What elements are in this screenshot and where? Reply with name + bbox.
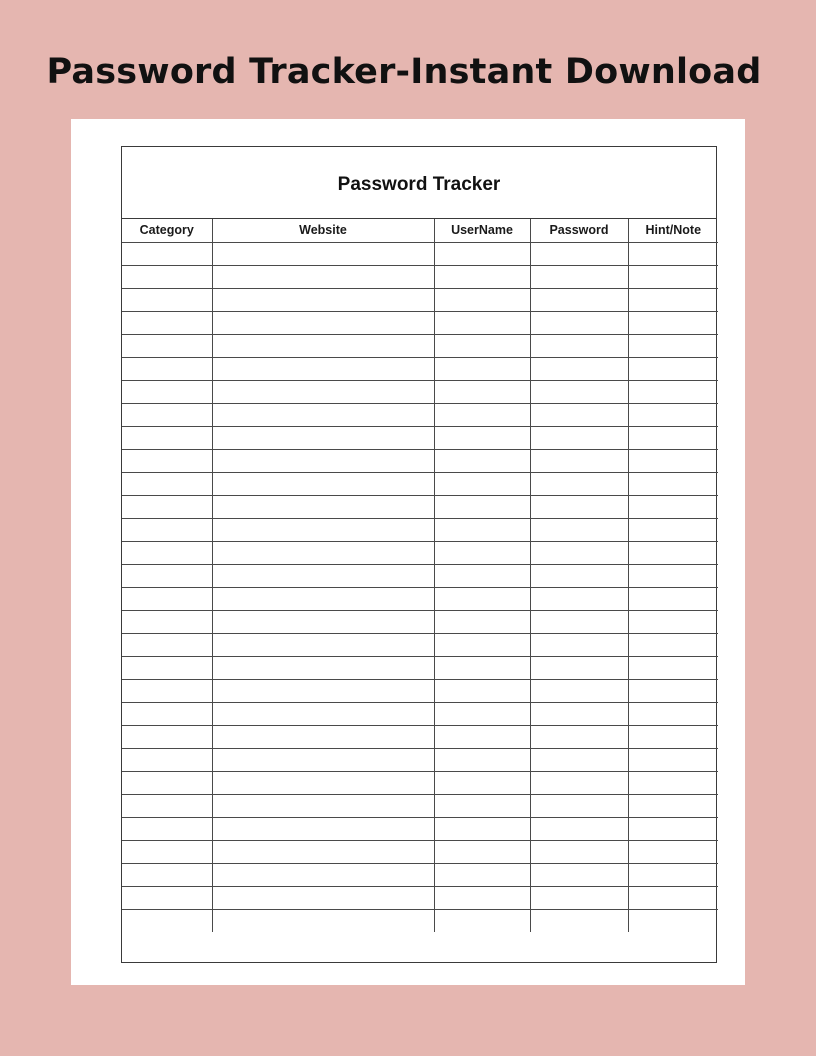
username-cell[interactable] <box>434 633 530 656</box>
column-header-username: UserName <box>434 219 530 242</box>
username-cell[interactable] <box>434 817 530 840</box>
table-row <box>122 495 718 518</box>
category-cell[interactable] <box>122 702 212 725</box>
password-cell[interactable] <box>530 679 628 702</box>
password-cell[interactable] <box>530 656 628 679</box>
password-cell[interactable] <box>530 518 628 541</box>
password-cell[interactable] <box>530 288 628 311</box>
password-cell[interactable] <box>530 311 628 334</box>
username-cell[interactable] <box>434 909 530 932</box>
hint-note-cell[interactable] <box>628 610 718 633</box>
table-row <box>122 748 718 771</box>
table-row <box>122 449 718 472</box>
table-row <box>122 794 718 817</box>
hint-note-cell[interactable] <box>628 679 718 702</box>
website-cell[interactable] <box>212 495 434 518</box>
website-cell[interactable] <box>212 702 434 725</box>
table-row <box>122 518 718 541</box>
password-cell[interactable] <box>530 426 628 449</box>
website-cell[interactable] <box>212 472 434 495</box>
hint-note-cell[interactable] <box>628 564 718 587</box>
website-cell[interactable] <box>212 725 434 748</box>
website-cell[interactable] <box>212 449 434 472</box>
hint-note-cell[interactable] <box>628 771 718 794</box>
table-row <box>122 817 718 840</box>
hint-note-cell[interactable] <box>628 633 718 656</box>
banner-title: Password Tracker-Instant Download <box>46 52 762 92</box>
website-cell[interactable] <box>212 863 434 886</box>
hint-note-cell[interactable] <box>628 656 718 679</box>
category-cell[interactable] <box>122 518 212 541</box>
hint-note-cell[interactable] <box>628 518 718 541</box>
hint-note-cell[interactable] <box>628 541 718 564</box>
table-row <box>122 702 718 725</box>
website-cell[interactable] <box>212 656 434 679</box>
password-cell[interactable] <box>530 771 628 794</box>
category-cell[interactable] <box>122 587 212 610</box>
category-cell[interactable] <box>122 725 212 748</box>
hint-note-cell[interactable] <box>628 403 718 426</box>
category-cell[interactable] <box>122 817 212 840</box>
category-cell[interactable] <box>122 426 212 449</box>
hint-note-cell[interactable] <box>628 472 718 495</box>
table-row <box>122 472 718 495</box>
username-cell[interactable] <box>434 541 530 564</box>
hint-note-cell[interactable] <box>628 725 718 748</box>
username-cell[interactable] <box>434 357 530 380</box>
username-cell[interactable] <box>434 587 530 610</box>
table-row <box>122 725 718 748</box>
username-cell[interactable] <box>434 863 530 886</box>
username-cell[interactable] <box>434 242 530 265</box>
username-cell[interactable] <box>434 265 530 288</box>
password-cell[interactable] <box>530 541 628 564</box>
category-cell[interactable] <box>122 794 212 817</box>
website-cell[interactable] <box>212 426 434 449</box>
website-cell[interactable] <box>212 541 434 564</box>
website-cell[interactable] <box>212 518 434 541</box>
username-cell[interactable] <box>434 610 530 633</box>
hint-note-cell[interactable] <box>628 794 718 817</box>
website-cell[interactable] <box>212 610 434 633</box>
hint-note-cell[interactable] <box>628 449 718 472</box>
hint-note-cell[interactable] <box>628 265 718 288</box>
password-tracker-form <box>121 146 717 963</box>
website-cell[interactable] <box>212 771 434 794</box>
username-cell[interactable] <box>434 748 530 771</box>
password-cell[interactable] <box>530 265 628 288</box>
hint-note-cell[interactable] <box>628 863 718 886</box>
username-cell[interactable] <box>434 426 530 449</box>
website-cell[interactable] <box>212 909 434 932</box>
table-row <box>122 587 718 610</box>
tracker-title: Password Tracker <box>122 147 716 219</box>
username-cell[interactable] <box>434 472 530 495</box>
table-row <box>122 403 718 426</box>
category-cell[interactable] <box>122 840 212 863</box>
printable-sheet <box>71 119 745 985</box>
category-cell[interactable] <box>122 886 212 909</box>
website-cell[interactable] <box>212 587 434 610</box>
table-header-row <box>122 219 718 242</box>
category-cell[interactable] <box>122 242 212 265</box>
website-cell[interactable] <box>212 242 434 265</box>
password-cell[interactable] <box>530 817 628 840</box>
password-cell[interactable] <box>530 564 628 587</box>
hint-note-cell[interactable] <box>628 748 718 771</box>
table-row <box>122 771 718 794</box>
password-cell[interactable] <box>530 472 628 495</box>
column-header-password: Password <box>530 219 628 242</box>
category-cell[interactable] <box>122 288 212 311</box>
password-cell[interactable] <box>530 725 628 748</box>
website-cell[interactable] <box>212 311 434 334</box>
username-cell[interactable] <box>434 886 530 909</box>
category-cell[interactable] <box>122 265 212 288</box>
hint-note-cell[interactable] <box>628 242 718 265</box>
hint-note-cell[interactable] <box>628 426 718 449</box>
username-cell[interactable] <box>434 679 530 702</box>
hint-note-cell[interactable] <box>628 702 718 725</box>
hint-note-cell[interactable] <box>628 334 718 357</box>
website-cell[interactable] <box>212 357 434 380</box>
website-cell[interactable] <box>212 748 434 771</box>
hint-note-cell[interactable] <box>628 886 718 909</box>
column-header-website: Website <box>212 219 434 242</box>
table-row <box>122 656 718 679</box>
table-row <box>122 426 718 449</box>
category-cell[interactable] <box>122 863 212 886</box>
username-cell[interactable] <box>434 840 530 863</box>
website-cell[interactable] <box>212 334 434 357</box>
username-cell[interactable] <box>434 656 530 679</box>
hint-note-cell[interactable] <box>628 357 718 380</box>
username-cell[interactable] <box>434 725 530 748</box>
category-cell[interactable] <box>122 495 212 518</box>
password-cell[interactable] <box>530 587 628 610</box>
password-cell[interactable] <box>530 886 628 909</box>
password-cell[interactable] <box>530 863 628 886</box>
username-cell[interactable] <box>434 495 530 518</box>
table-row <box>122 334 718 357</box>
username-cell[interactable] <box>434 380 530 403</box>
password-table <box>122 219 718 932</box>
username-cell[interactable] <box>434 403 530 426</box>
password-cell[interactable] <box>530 357 628 380</box>
category-cell[interactable] <box>122 610 212 633</box>
hint-note-cell[interactable] <box>628 817 718 840</box>
website-cell[interactable] <box>212 794 434 817</box>
password-cell[interactable] <box>530 748 628 771</box>
username-cell[interactable] <box>434 334 530 357</box>
category-cell[interactable] <box>122 748 212 771</box>
hint-note-cell[interactable] <box>628 495 718 518</box>
table-row <box>122 610 718 633</box>
table-row <box>122 863 718 886</box>
website-cell[interactable] <box>212 265 434 288</box>
hint-note-cell[interactable] <box>628 311 718 334</box>
table-row <box>122 288 718 311</box>
category-cell[interactable] <box>122 380 212 403</box>
password-cell[interactable] <box>530 242 628 265</box>
password-cell[interactable] <box>530 334 628 357</box>
category-cell[interactable] <box>122 449 212 472</box>
table-row <box>122 357 718 380</box>
password-cell[interactable] <box>530 633 628 656</box>
website-cell[interactable] <box>212 817 434 840</box>
table-row <box>122 564 718 587</box>
table-row <box>122 311 718 334</box>
category-cell[interactable] <box>122 909 212 932</box>
table-row <box>122 380 718 403</box>
category-cell[interactable] <box>122 403 212 426</box>
category-cell[interactable] <box>122 564 212 587</box>
website-cell[interactable] <box>212 840 434 863</box>
website-cell[interactable] <box>212 886 434 909</box>
username-cell[interactable] <box>434 288 530 311</box>
hint-note-cell[interactable] <box>628 840 718 863</box>
password-cell[interactable] <box>530 610 628 633</box>
username-cell[interactable] <box>434 564 530 587</box>
category-cell[interactable] <box>122 357 212 380</box>
category-cell[interactable] <box>122 311 212 334</box>
password-cell[interactable] <box>530 702 628 725</box>
username-cell[interactable] <box>434 702 530 725</box>
table-row <box>122 679 718 702</box>
username-cell[interactable] <box>434 771 530 794</box>
password-cell[interactable] <box>530 495 628 518</box>
category-cell[interactable] <box>122 679 212 702</box>
category-cell[interactable] <box>122 472 212 495</box>
table-row <box>122 909 718 932</box>
website-cell[interactable] <box>212 679 434 702</box>
password-cell[interactable] <box>530 840 628 863</box>
table-row <box>122 541 718 564</box>
password-cell[interactable] <box>530 794 628 817</box>
username-cell[interactable] <box>434 449 530 472</box>
username-cell[interactable] <box>434 518 530 541</box>
category-cell[interactable] <box>122 656 212 679</box>
password-cell[interactable] <box>530 449 628 472</box>
website-cell[interactable] <box>212 403 434 426</box>
table-row <box>122 265 718 288</box>
column-header-hint-note: Hint/Note <box>628 219 718 242</box>
website-cell[interactable] <box>212 380 434 403</box>
category-cell[interactable] <box>122 541 212 564</box>
hint-note-cell[interactable] <box>628 587 718 610</box>
table-row <box>122 633 718 656</box>
table-row <box>122 840 718 863</box>
hint-note-cell[interactable] <box>628 288 718 311</box>
category-cell[interactable] <box>122 771 212 794</box>
website-cell[interactable] <box>212 633 434 656</box>
password-cell[interactable] <box>530 403 628 426</box>
hint-note-cell[interactable] <box>628 380 718 403</box>
table-body <box>122 242 718 932</box>
column-header-category: Category <box>122 219 212 242</box>
username-cell[interactable] <box>434 794 530 817</box>
website-cell[interactable] <box>212 288 434 311</box>
table-row <box>122 242 718 265</box>
username-cell[interactable] <box>434 311 530 334</box>
category-cell[interactable] <box>122 633 212 656</box>
category-cell[interactable] <box>122 334 212 357</box>
hint-note-cell[interactable] <box>628 909 718 932</box>
password-cell[interactable] <box>530 380 628 403</box>
table-row <box>122 886 718 909</box>
website-cell[interactable] <box>212 564 434 587</box>
password-cell[interactable] <box>530 909 628 932</box>
